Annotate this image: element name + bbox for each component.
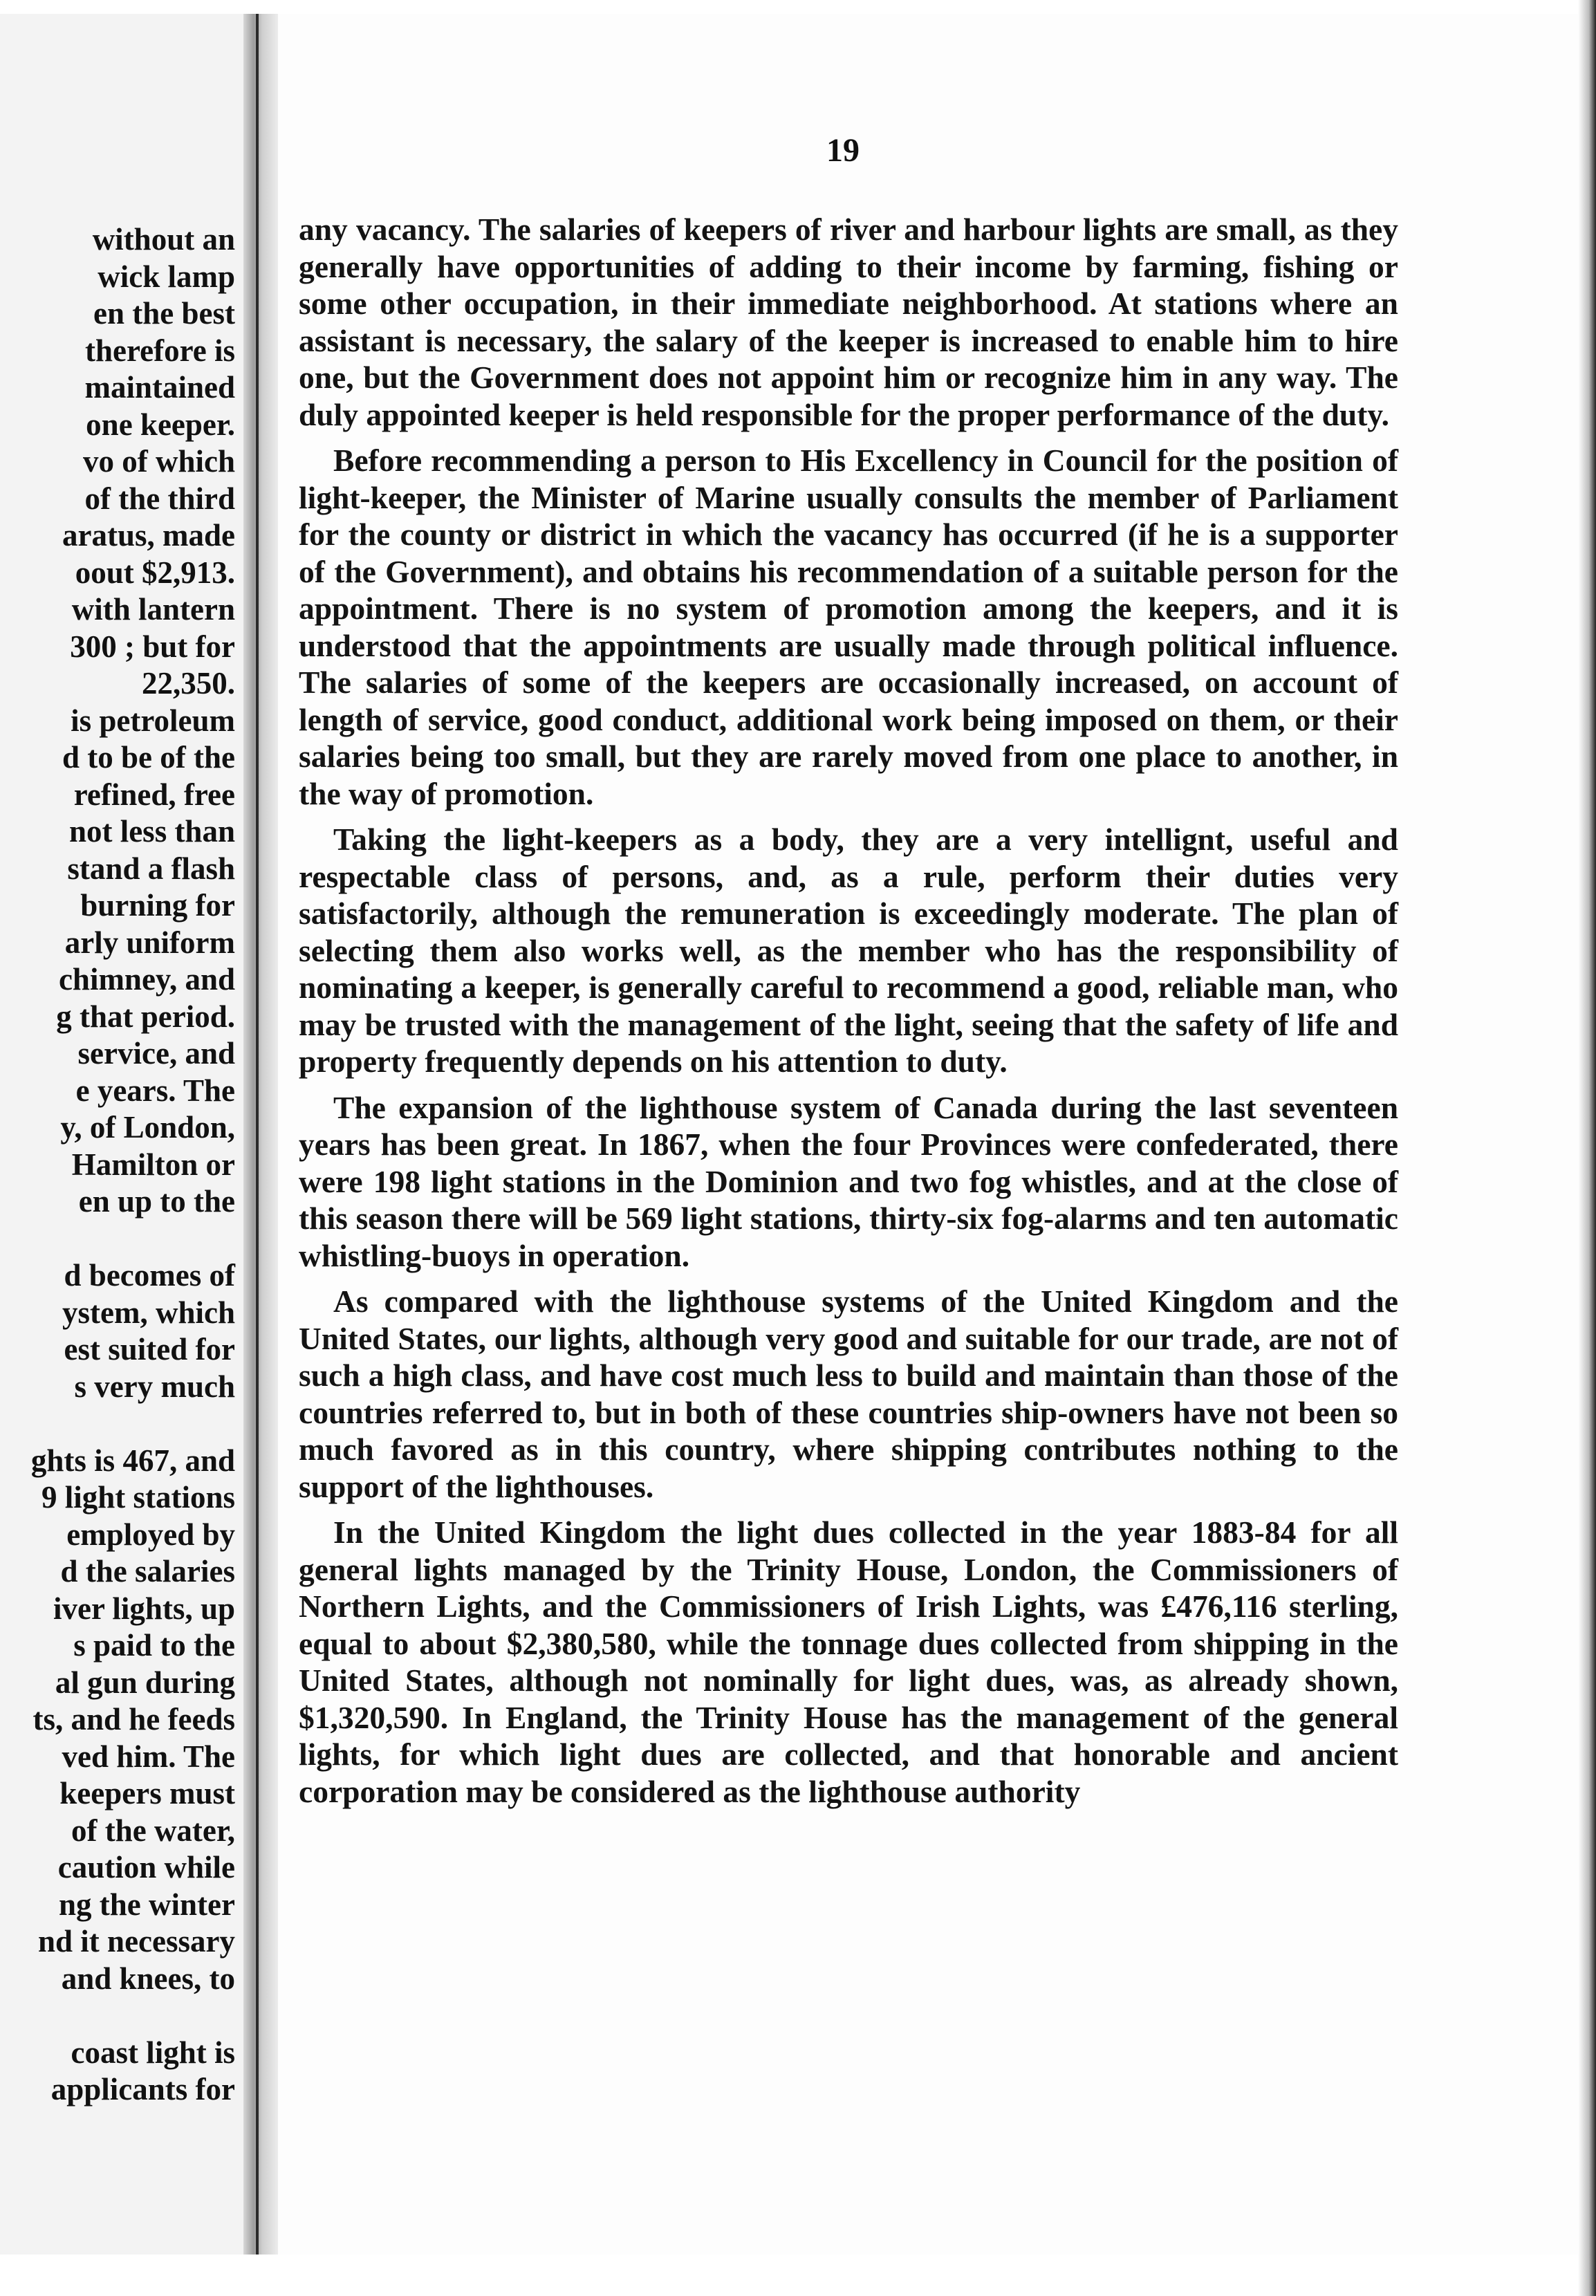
left-page-line: refined, free: [73, 777, 235, 812]
left-page-gap: [0, 1221, 235, 1258]
left-page-line: employed by: [66, 1517, 235, 1552]
left-page-line: chimney, and: [58, 962, 235, 997]
left-page-line: e years. The: [75, 1073, 235, 1108]
paragraph-3: Taking the light-keepers as a body, they are a very intellignt, useful and respectable class of persons, and, as a rule, perform their duties very satisfactorily, although the remuneration is exceedingly moderate. The plan of selecting them also works well, as the member who has the responsibility of nominating a keeper, is generally careful to recommend a good, reliable man, who may be trusted with the management of the light, seeing that the safety of life and property frequently depends on his attention to duty.: [299, 822, 1398, 1079]
left-page-line: coast light is: [71, 2035, 235, 2070]
left-page-line: therefore is: [84, 333, 235, 368]
left-page-line: iver lights, up: [53, 1591, 235, 1626]
left-page-line: 9 light stations: [41, 1480, 235, 1515]
paragraph-1: any vacancy. The salaries of keepers of river and harbour lights are small, as they generally have opportunities of adding to their income by farming, fishing or some other occupation, in their immediate neighborhood. At stations where an assistant is necessary, the salary of the keeper is increased to enable him to hire one, but the Government does not appoint him or recognize him in any way. The duly appointed keeper is held responsible for the proper performance of the duty.: [299, 212, 1398, 432]
left-page-line: nd it necessary: [38, 1924, 235, 1959]
left-page-line: s paid to the: [73, 1628, 235, 1663]
left-facing-page: [0, 14, 243, 2255]
left-page-line: wick lamp: [98, 259, 235, 294]
left-page-line: and knees, to: [61, 1961, 235, 1996]
left-page-line: ystem, which: [62, 1295, 235, 1330]
left-page-line: g that period.: [56, 999, 235, 1034]
left-page-line: s very much: [74, 1369, 235, 1404]
left-page-line: of the third: [84, 481, 235, 516]
left-page-line: applicants for: [50, 2072, 235, 2107]
left-page-line: ved him. The: [62, 1739, 235, 1774]
page-right-edge: [1578, 0, 1596, 2296]
book-gutter: [243, 14, 278, 2255]
paragraph-4: The expansion of the lighthouse system of Canada during the last seventeen years has been great. In 1867, when the four Provinces were confederated, there were 198 light stations in the Dominion and two fog whistles, and at the close of this season there will be 569 light stations, thirty-six fog-alarms and ten automatic whistling-buoys in operation.: [299, 1089, 1398, 1273]
left-page-line: service, and: [77, 1036, 235, 1071]
left-page-line: ts, and he feeds: [33, 1702, 235, 1737]
left-page-line: ng the winter: [59, 1887, 235, 1922]
left-page-line: arly uniform: [64, 925, 235, 960]
left-page-line: caution while: [57, 1850, 235, 1885]
left-page-gap: [0, 1405, 235, 1443]
left-page-line: one keeper.: [86, 407, 235, 442]
left-page-line: 300 ; but for: [70, 629, 235, 664]
paragraph-2: Before recommending a person to His Excellency in Council for the position of light-keeper, the Minister of Marine usually consults the member of Parliament for the county or district in which the vacancy has occurred (if he is a supporter of the Government), and obtains his recommendation of a suitable person for the appointment. There is no system of promotion among the keepers, and it is understood that the appointments are usually made through political influence. The salaries of some of the keepers are occasionally increased, on account of length of service, good conduct, additional work being imposed on them, or their salaries being too small, but they are rarely moved from one place to another, in the way of promotion.: [299, 443, 1398, 811]
page-number: 19: [826, 132, 860, 169]
left-page-line: d becomes of: [64, 1258, 235, 1293]
left-page-line: ghts is 467, and: [30, 1443, 235, 1478]
left-page-line: without an: [92, 222, 235, 257]
left-page-line: vo of which: [82, 444, 235, 479]
left-page-line: oout $2,913.: [75, 555, 235, 590]
gutter-shadow-line: [256, 14, 259, 2255]
left-page-line: keepers must: [59, 1776, 235, 1811]
left-page-line: al gun during: [55, 1665, 235, 1700]
paragraph-6: In the United Kingdom the light dues collected in the year 1883-84 for all general lights managed by the Trinity House, London, the Commissioners of Northern Lights, and the Commissioners of Irish Lights, was £476,116 sterling, equal to about $2,380,580, while the tonnage dues collected from shipping in the United States, although not nominally for light dues, was, as already shown, $1,320,590. In England, the Trinity House has the management of the general lights, for which light dues are collected, and that honorable and ancient corporation may be considered as the lighthouse authority: [299, 1515, 1398, 1809]
left-page-line: Hamilton or: [71, 1147, 235, 1182]
left-page-line: maintained: [84, 370, 235, 405]
left-page-line: y, of London,: [60, 1110, 235, 1145]
left-page-text-column: [0, 221, 235, 2109]
left-page-line: d the salaries: [60, 1554, 235, 1589]
left-page-gap: [0, 1997, 235, 2035]
left-page-line: en the best: [93, 296, 235, 331]
left-page-line: est suited for: [64, 1332, 235, 1367]
left-page-line: stand a flash: [67, 851, 235, 886]
left-page-line: burning for: [80, 888, 235, 923]
left-page-line: of the water,: [71, 1813, 235, 1848]
body-text-column: [299, 211, 1398, 1819]
paragraph-5: As compared with the lighthouse systems of the United Kingdom and the United States, our lights, although very good and suitable for our trade, are not of such a high class, and have cost much less to build and maintain than those of the countries referred to, but in both of these countries ship-owners have not been so much favored as in this country, where shipping contributes nothing to the support of the lighthouses.: [299, 1284, 1398, 1504]
left-page-line: with lantern: [71, 592, 235, 627]
left-page-line: aratus, made: [62, 518, 235, 553]
left-page-line: 22,350.: [142, 666, 235, 701]
left-page-line: en up to the: [78, 1184, 235, 1219]
left-page-line: d to be of the: [62, 740, 235, 775]
left-page-line: not less than: [68, 814, 235, 849]
left-page-line: is petroleum: [71, 703, 235, 738]
